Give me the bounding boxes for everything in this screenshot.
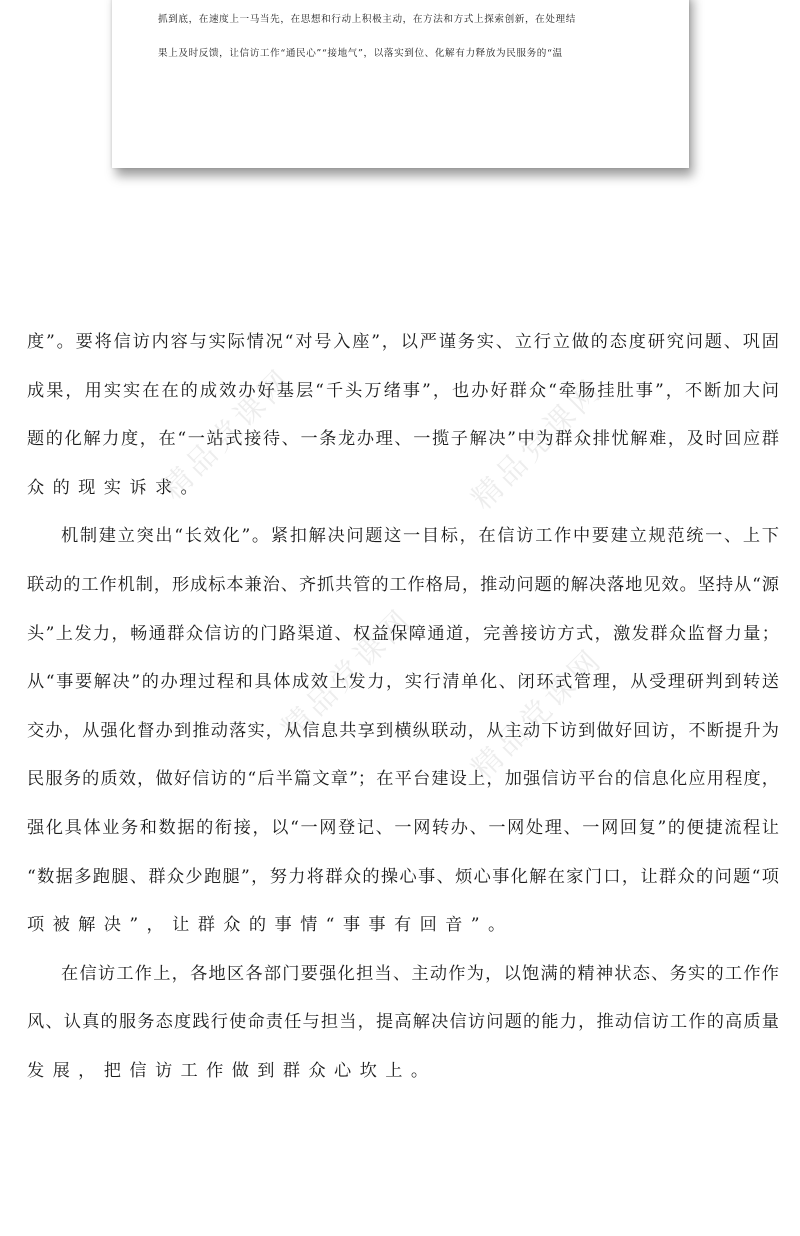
text-line: 发展，把信访工作做到群众心坎上。	[27, 1060, 437, 1081]
paragraph-3	[27, 958, 779, 1104]
text-line: 题的化解力度，在“一站式接待、一条龙办理、一揽子解决”中为群众排忧解难，及时回应群	[27, 429, 779, 450]
text-line: 在信访工作上，各地区各部门要强化担当、主动作为，以饱满的精神状态、务实的工作作	[61, 963, 779, 984]
text-line: 民服务的质效，做好信访的“后半篇文章”；在平台建设上，加强信访平台的信息化应用程度，	[27, 769, 779, 790]
paragraph-2	[27, 520, 779, 957]
preview-text-line: 果上及时反馈，让信访工作“通民心”“接地气”，以落实到位、化解有力释放为民服务的“温	[158, 48, 563, 59]
text-line: 众的现实诉求。	[27, 477, 207, 498]
preview-text-line: 抓到底，在速度上一马当先，在思想和行动上积极主动，在方法和方式上探索创新，在处理结	[158, 14, 576, 25]
text-line: 强化具体业务和数据的衔接，以“一网登记、一网转办、一网处理、一网回复”的便捷流程让	[27, 817, 779, 838]
text-line: 头”上发力，畅通群众信访的门路渠道、权益保障通道，完善接访方式，激发群众监督力量；	[27, 623, 779, 644]
paragraph-1	[27, 326, 779, 520]
watermark: 精品党课网	[274, 601, 420, 747]
document-body	[27, 326, 779, 1104]
text-line: 交办，从强化督办到推动落实，从信息共享到横纵联动，从主动下访到做好回访，不断提升为	[27, 720, 779, 741]
text-line: 从“事要解决”的办理过程和具体成效上发力，实行清单化、闭环式管理，从受理研判到转送	[27, 672, 779, 693]
text-line: 成果，用实实在在的成效办好基层“千头万绪事”，也办好群众“牵肠挂肚事”，不断加大问	[27, 380, 779, 401]
watermark: 精品党课网	[464, 371, 610, 517]
text-line: 度”。要将信访内容与实际情况“对号入座”，以严谨务实、立行立做的态度研究问题、巩固	[27, 332, 779, 352]
watermark: 精品党课网	[464, 641, 610, 787]
text-line: 联动的工作机制，形成标本兼治、齐抓共管的工作格局，推动问题的解决落地见效。坚持从“源	[27, 574, 779, 595]
text-line: 机制建立突出“长效化”。紧扣解决问题这一目标，在信访工作中要建立规范统一、上下	[61, 526, 779, 547]
text-line: 项被解决”，让群众的事情“事事有回音”。	[27, 915, 514, 936]
text-line: “数据多跑腿、群众少跑腿”，努力将群众的操心事、烦心事化解在家门口，让群众的问题“项	[27, 866, 779, 887]
text-line: 风、认真的服务态度践行使命责任与担当，提高解决信访问题的能力，推动信访工作的高质量	[27, 1012, 779, 1033]
watermark: 精品党课网	[154, 361, 300, 507]
page-preview-card	[112, 0, 689, 168]
